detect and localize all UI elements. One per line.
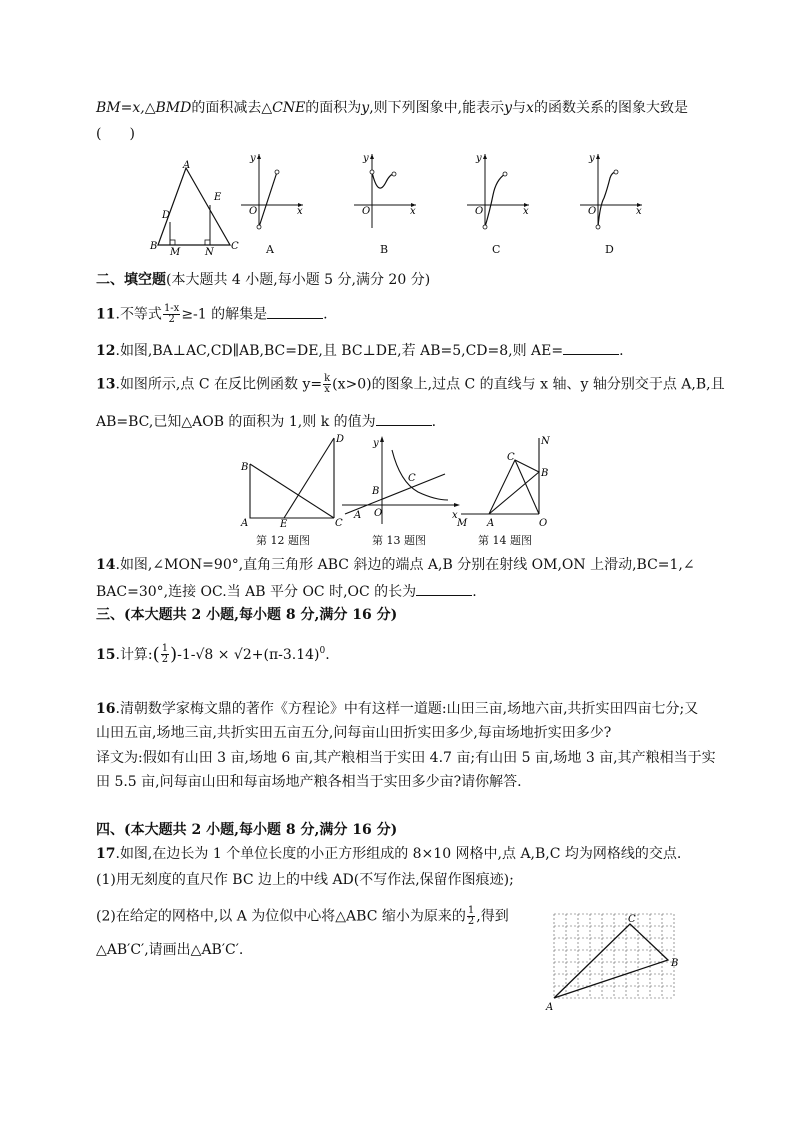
q17-p2-pre: (2)在给定的网格中,以 A 为位似中心将△ABC 缩小为原来的: [96, 908, 466, 925]
q13-line2-text: AB=BC,已知△AOB 的面积为 1,则 k 的值为: [96, 414, 376, 430]
q15-num: 15: [96, 646, 116, 663]
q13-num: 13: [96, 376, 116, 393]
q17-part1: (1)用无刻度的直尺作 BC 边上的中线 AD(不写作法,保留作图痕迹);: [96, 872, 514, 888]
q14-answer-blank[interactable]: [416, 583, 472, 596]
q13-answer-blank[interactable]: [376, 413, 432, 426]
q15-pre: 计算:: [119, 646, 153, 663]
axis-x-d: x: [636, 206, 642, 217]
axis-y-b: y: [363, 153, 369, 164]
q15-half-den: 2: [161, 654, 169, 666]
q10-part-0: BM=x,△BMD: [96, 100, 192, 116]
q13-pre: 如图所示,点 C 在反比例函数 y=: [119, 376, 323, 393]
q10-text: [96, 100, 688, 117]
q15: 15.计算:( $\frac{1}{2}$ )$-1-√8 \times √2+(\pi-3.14)^0$.: [96, 643, 330, 666]
fig12-label-E: E: [280, 519, 288, 530]
label-C: C: [231, 241, 239, 252]
figure-12: [238, 432, 345, 530]
q12-answer-blank[interactable]: [563, 342, 619, 355]
fig14-label-N: N: [541, 436, 550, 447]
option-d-graph: [576, 150, 646, 232]
q15-half-num: 1: [161, 643, 169, 655]
q17-grid-figure: [540, 908, 690, 1018]
fig14-label-M: M: [457, 518, 468, 529]
axis-x-a: x: [297, 206, 303, 217]
fig13-label-O: O: [374, 508, 383, 519]
fig13-label-A: A: [354, 510, 362, 521]
fig14-label-C: C: [507, 452, 515, 463]
q15-right-paren: ): [170, 644, 178, 665]
axis-o-d: O: [588, 206, 597, 217]
option-a-label: A: [266, 243, 274, 256]
label-A: A: [183, 160, 191, 171]
q12: 12.如图,BA⊥AC,CD∥AB,BC=DE,且 BC⊥DE,若 AB=5,CD=8,则 AE= .: [96, 343, 624, 359]
q17-p2-fraction: [467, 906, 475, 927]
option-a-graph: [237, 150, 307, 232]
fig13-label-C: C: [408, 473, 416, 484]
fig14-label-B: B: [541, 468, 549, 479]
q10-part-6: y: [504, 100, 513, 116]
axis-o-c: O: [475, 206, 484, 217]
q11-pre: 不等式: [119, 306, 162, 323]
q13-post: (x>0)的图象上,过点 C 的直线与 x 轴、y 轴分别交于点 A,B,且: [332, 376, 725, 393]
q11-answer-blank[interactable]: [267, 306, 323, 319]
q11-end: .: [323, 306, 328, 323]
fig13-label-B: B: [372, 486, 380, 497]
q10-triangle-figure: [150, 160, 245, 258]
fig14-label-O: O: [539, 518, 548, 529]
axis-o-b: O: [362, 206, 371, 217]
label-B: B: [150, 241, 158, 252]
caption-fig12: 第 12 题图: [256, 534, 310, 547]
q17-part2: [96, 906, 509, 927]
q14-end: .: [472, 584, 477, 600]
q10-paren: ( ): [96, 126, 135, 142]
q16-num: 16: [96, 701, 116, 717]
grid-label-C: C: [628, 914, 636, 925]
axis-y-a: y: [250, 153, 256, 164]
q11-post: ≥-1 的解集是: [181, 306, 268, 323]
q17-part2-line2: △AB′C′,请画出△AB′C′.: [96, 942, 244, 958]
q12-num: 12: [96, 343, 116, 359]
section2-desc: (本大题共 4 小题,每小题 5 分,满分 20 分): [166, 272, 431, 288]
q10-part-1: 的面积减去△: [191, 100, 273, 116]
q17-line1: 17.如图,在边长为 1 个单位长度的小正方形组成的 8×10 网格中,点 A,B,C 均为网格线的交点.: [96, 846, 682, 862]
q15-half: [161, 644, 169, 665]
label-E: E: [214, 192, 222, 203]
q10-part-3: 的面积为: [305, 100, 362, 116]
q14-num: 14: [96, 557, 116, 573]
q15-left-paren: (: [152, 644, 160, 665]
section2-heading: [96, 272, 430, 289]
option-d-label: D: [605, 243, 614, 256]
q11-fraction: [163, 304, 180, 325]
fig14-label-A: A: [487, 518, 495, 529]
q14-line1: 14.如图,∠MON=90°,直角三角形 ABC 斜边的端点 A,B 分别在射线 OM,ON 上滑动,BC=1,∠: [96, 557, 695, 573]
q14-line2-text: BAC=30°,连接 OC.当 AB 平分 OC 时,OC 的长为: [96, 584, 417, 600]
figure-14: [455, 432, 565, 527]
fig12-label-C: C: [335, 518, 343, 529]
q11-frac-den: 2: [168, 314, 175, 325]
section2-title: 二、填空题: [96, 272, 166, 288]
q11: 11.不等式 $\frac{1-x}{2}$ ≥-1 的解集是 .: [96, 303, 328, 325]
q16-line1: 16.清朝数学家梅文鼎的著作《方程论》中有这样一道题:山田三亩,场地六亩,共折实田四亩七分;又: [96, 701, 699, 717]
caption-fig14: 第 14 题图: [478, 534, 532, 547]
label-M: M: [170, 247, 181, 258]
q16-line1-text: 清朝数学家梅文鼎的著作《方程论》中有这样一道题:山田三亩,场地六亩,共折实田四亩七分;又: [119, 701, 699, 717]
axis-y-c: y: [476, 153, 482, 164]
q14-line1-text: 如图,∠MON=90°,直角三角形 ABC 斜边的端点 A,B 分别在射线 OM,ON 上滑动,BC=1,∠: [119, 557, 695, 573]
option-b-graph: [350, 150, 420, 232]
q16-line4: 田 5.5 亩,问每亩山田和每亩场地产粮各相当于实田多少亩?请你解答.: [96, 774, 522, 790]
section3-heading: 三、(本大题共 2 小题,每小题 8 分,满分 16 分): [96, 607, 398, 623]
q17-p2-post: ,得到: [476, 908, 509, 925]
q12-end: .: [619, 343, 624, 359]
label-N: N: [205, 247, 214, 258]
q13-frac-den: x: [324, 384, 330, 395]
grid-label-A: A: [546, 1002, 554, 1013]
fig13-label-x: x: [452, 510, 458, 521]
q13-line1: 13.如图所示,点 C 在反比例函数 y= $\frac{k}{x}$ (x>0)的图象上,过点 C 的直线与 x 轴、y 轴分别交于点 A,B,且: [96, 373, 725, 395]
option-c-label: C: [492, 243, 501, 256]
q13-fraction: [323, 374, 331, 395]
fig13-label-y: y: [373, 438, 379, 449]
q17-p2-den: 2: [467, 916, 475, 927]
q10-part-2: CNE: [272, 100, 306, 116]
axis-x-b: x: [410, 206, 416, 217]
q13-line2: [96, 413, 436, 431]
fig12-label-A: A: [241, 518, 249, 529]
q16-line2: 山田五亩,场地三亩,共折实田五亩五分,问每亩山田折实田多少,每亩场地折实田多少?: [96, 725, 612, 741]
fig12-label-D: D: [336, 434, 345, 445]
q10-part-4: y: [361, 100, 370, 116]
axis-y-d: y: [589, 153, 595, 164]
q14-line2: [96, 583, 477, 601]
q11-num: 11: [96, 306, 116, 323]
q13-end: .: [431, 414, 437, 430]
grid-lines: [554, 914, 674, 998]
q13-frac-num: k: [324, 373, 331, 384]
q16-line3: 译文为:假如有山田 3 亩,场地 6 亩,其产粮相当于实田 4.7 亩;有山田 5 亩,场地 3 亩,其产粮相当于实: [96, 750, 716, 766]
caption-fig13: 第 13 题图: [372, 534, 426, 547]
figure-13: [340, 432, 465, 527]
q12-text: 如图,BA⊥AC,CD∥AB,BC=DE,且 BC⊥DE,若 AB=5,CD=8,则 AE=: [119, 343, 564, 359]
q10-part-5: ,则下列图象中,能表示: [369, 100, 505, 116]
axis-o-a: O: [249, 206, 258, 217]
axis-x-c: x: [523, 206, 529, 217]
q17-num: 17: [96, 846, 116, 862]
option-b-label: B: [380, 243, 389, 256]
q10-part-7: 与: [512, 100, 527, 116]
section4-heading: 四、(本大题共 2 小题,每小题 8 分,满分 16 分): [96, 822, 398, 838]
fig12-label-B: B: [241, 462, 249, 473]
q15-exp0: 0: [319, 646, 326, 657]
grid-label-B: B: [671, 958, 679, 969]
q17-line1-text: 如图,在边长为 1 个单位长度的小正方形组成的 8×10 网格中,点 A,B,C 均为网格线的交点.: [119, 846, 682, 862]
label-D: D: [162, 210, 171, 221]
option-c-graph: [463, 150, 533, 232]
q17-p2-num: 1: [467, 905, 475, 916]
q10-part-8: x: [526, 100, 534, 116]
q15-rest: -1-√8 × √2+(π-3.14): [177, 646, 320, 663]
q15-end: .: [325, 646, 330, 663]
q11-frac-num: 1-x: [163, 303, 180, 314]
q10-part-9: 的函数关系的图象大致是: [533, 100, 688, 116]
